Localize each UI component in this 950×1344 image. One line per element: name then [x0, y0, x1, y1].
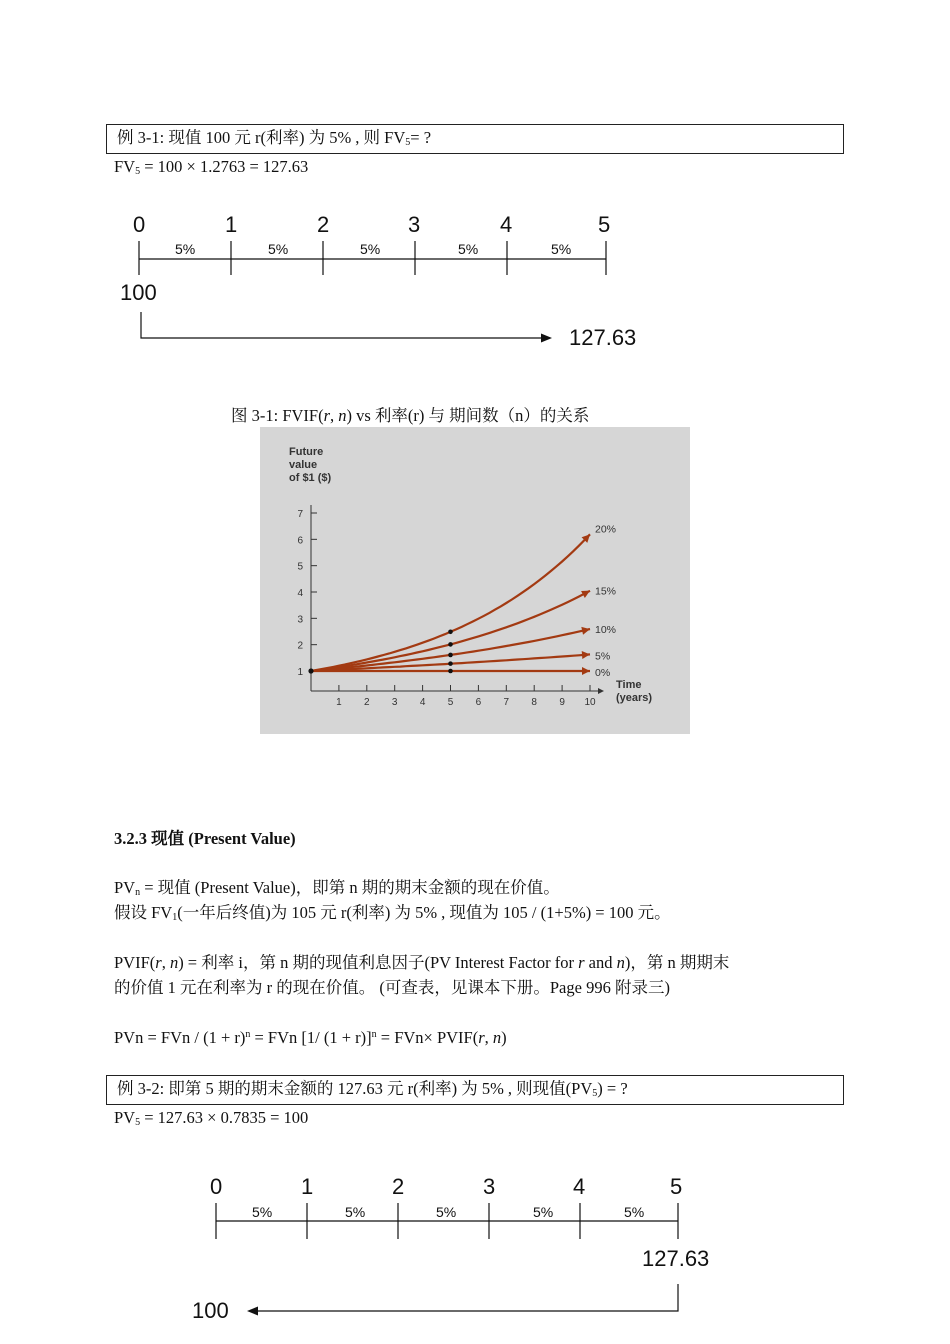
timeline-1	[0, 0, 950, 360]
y-tick-label: 4	[297, 588, 303, 599]
timeline-2-period-1: 1	[301, 1174, 314, 1199]
timeline-2	[0, 1150, 950, 1344]
pv-definition: $PV_n$ = 现值 (Present Value)，即第 n 期的期末金额的现在价值。	[114, 878, 560, 898]
timeline-2-rate: 5%	[252, 1204, 273, 1220]
timeline-1-end-value: 127.63	[569, 325, 637, 350]
timeline-2-rate: 5%	[436, 1204, 457, 1220]
x-tick-label: 5	[447, 697, 454, 708]
series-line-20pct	[311, 534, 590, 671]
series-arrow	[582, 667, 590, 675]
pvif-definition-line-2: 的价值 1 元在利率为 r 的现在价值。 (可查表，见课本下册。Page 996 附录三)	[114, 978, 670, 997]
timeline-2-period-5: 5	[670, 1174, 683, 1199]
example-3-2-answer: $PV_5 = 127.63 \times 0.7835 = 100$	[114, 1108, 309, 1128]
timeline-2-period-2: 2	[392, 1174, 405, 1199]
timeline-1-period-4: 4	[500, 212, 513, 237]
pvif-definition-line-1: PVIF(r, n) = 利率 i，第 n 期的现值利息因子(PV Interest Factor for r and n)，第 n 期期末	[114, 953, 730, 972]
y-tick-label: 2	[297, 640, 303, 652]
y-tick-label: 6	[297, 535, 303, 547]
series-label-5pct: 5%	[595, 650, 611, 663]
timeline-2-rate: 5%	[345, 1204, 366, 1220]
data-point-origin	[308, 668, 313, 673]
y-axis-title-line: value	[289, 459, 318, 471]
figure-3-1-caption: 图 3-1: FVIF(r, n) vs 利率(r) 与 期间数（n）的关系	[231, 406, 590, 425]
fvif-chart	[260, 427, 690, 734]
timeline-1-rate: 5%	[268, 241, 289, 257]
example-3-2-question: 例 3-2: 即第 5 期的期末金额的 127.63 元 r(利率) 为 5% , 则现值$(PV_5)$ = ?	[117, 1079, 628, 1099]
y-tick-label: 5	[297, 561, 303, 573]
x-tick-label: 4	[419, 697, 426, 708]
series-arrow	[581, 627, 590, 635]
timeline-1-period-5: 5	[598, 212, 611, 237]
section-heading: 3.2.3 现值 (Present Value)	[114, 829, 296, 848]
timeline-1-rate: 5%	[551, 241, 572, 257]
series-arrow	[582, 651, 590, 659]
y-axis-title-line: of $1 ($)	[289, 472, 332, 484]
timeline-2-rate: 5%	[624, 1204, 645, 1220]
timeline-2-period-3: 3	[483, 1174, 496, 1199]
x-axis-title-line: Time	[616, 679, 642, 691]
x-tick-label: 2	[364, 697, 370, 708]
x-tick-label: 7	[503, 697, 510, 708]
x-tick-label: 1	[336, 697, 342, 708]
data-point	[448, 653, 453, 658]
x-tick-label: 6	[475, 697, 482, 708]
y-tick-label: 1	[297, 667, 303, 678]
pv-example-text: 假设 $FV_1$(一年后终值)为 105 元 r(利率) 为 5% , 现值为 105 / (1+5%) = 100 元。	[114, 903, 671, 923]
timeline-1-lines	[0, 0, 950, 360]
timeline-1-rate: 5%	[360, 241, 381, 257]
example-3-1-box	[106, 124, 844, 154]
fvif-chart-svg	[260, 427, 690, 734]
example-3-2-box	[106, 1075, 844, 1105]
data-point	[448, 669, 453, 674]
timeline-2-lines	[0, 1150, 950, 1344]
y-tick-label: 7	[297, 509, 303, 520]
timeline-2-rate: 5%	[533, 1204, 554, 1220]
timeline-1-start-value: 100	[120, 280, 157, 305]
timeline-1-period-2: 2	[317, 212, 330, 237]
timeline-1-rate: 5%	[458, 241, 479, 257]
example-3-1-answer: $FV_5 = 100 \times 1.2763 = 127.63$	[114, 157, 309, 177]
timeline-2-end-value: 127.63	[642, 1246, 710, 1271]
series-label-15pct: 15%	[595, 585, 617, 598]
timeline-2-start-value: 100	[192, 1298, 229, 1323]
series-label-20pct: 20%	[595, 523, 617, 536]
pv-formula: PVn = FVn / $(1 + r)^n$ = FVn [1/ (1 + r)]$^n$ = FVn× PVIF(r, n)	[114, 1028, 507, 1047]
x-tick-label: 10	[584, 697, 596, 708]
x-tick-label: 9	[559, 697, 565, 708]
x-axis-arrow	[598, 688, 604, 694]
x-axis-title-line: (years)	[616, 692, 653, 704]
timeline-1-period-0: 0	[133, 212, 146, 237]
y-axis-title-line: Future	[289, 446, 324, 458]
timeline-2-period-0: 0	[210, 1174, 223, 1199]
x-tick-label: 3	[391, 697, 398, 708]
x-tick-label: 8	[531, 697, 537, 708]
example-3-1-question: 例 3-1: 现值 100 元 r(利率) 为 5% , 则 $FV_5=$ ?	[117, 128, 432, 148]
data-point	[448, 642, 453, 647]
data-point	[448, 661, 453, 666]
series-label-10pct: 10%	[595, 624, 617, 637]
data-point	[448, 629, 453, 634]
timeline-1-period-1: 1	[225, 212, 238, 237]
timeline-1-rate: 5%	[175, 241, 196, 257]
timeline-1-period-3: 3	[408, 212, 421, 237]
series-label-0pct: 0%	[595, 667, 611, 679]
timeline-2-period-4: 4	[573, 1174, 586, 1199]
y-tick-label: 3	[297, 614, 303, 626]
